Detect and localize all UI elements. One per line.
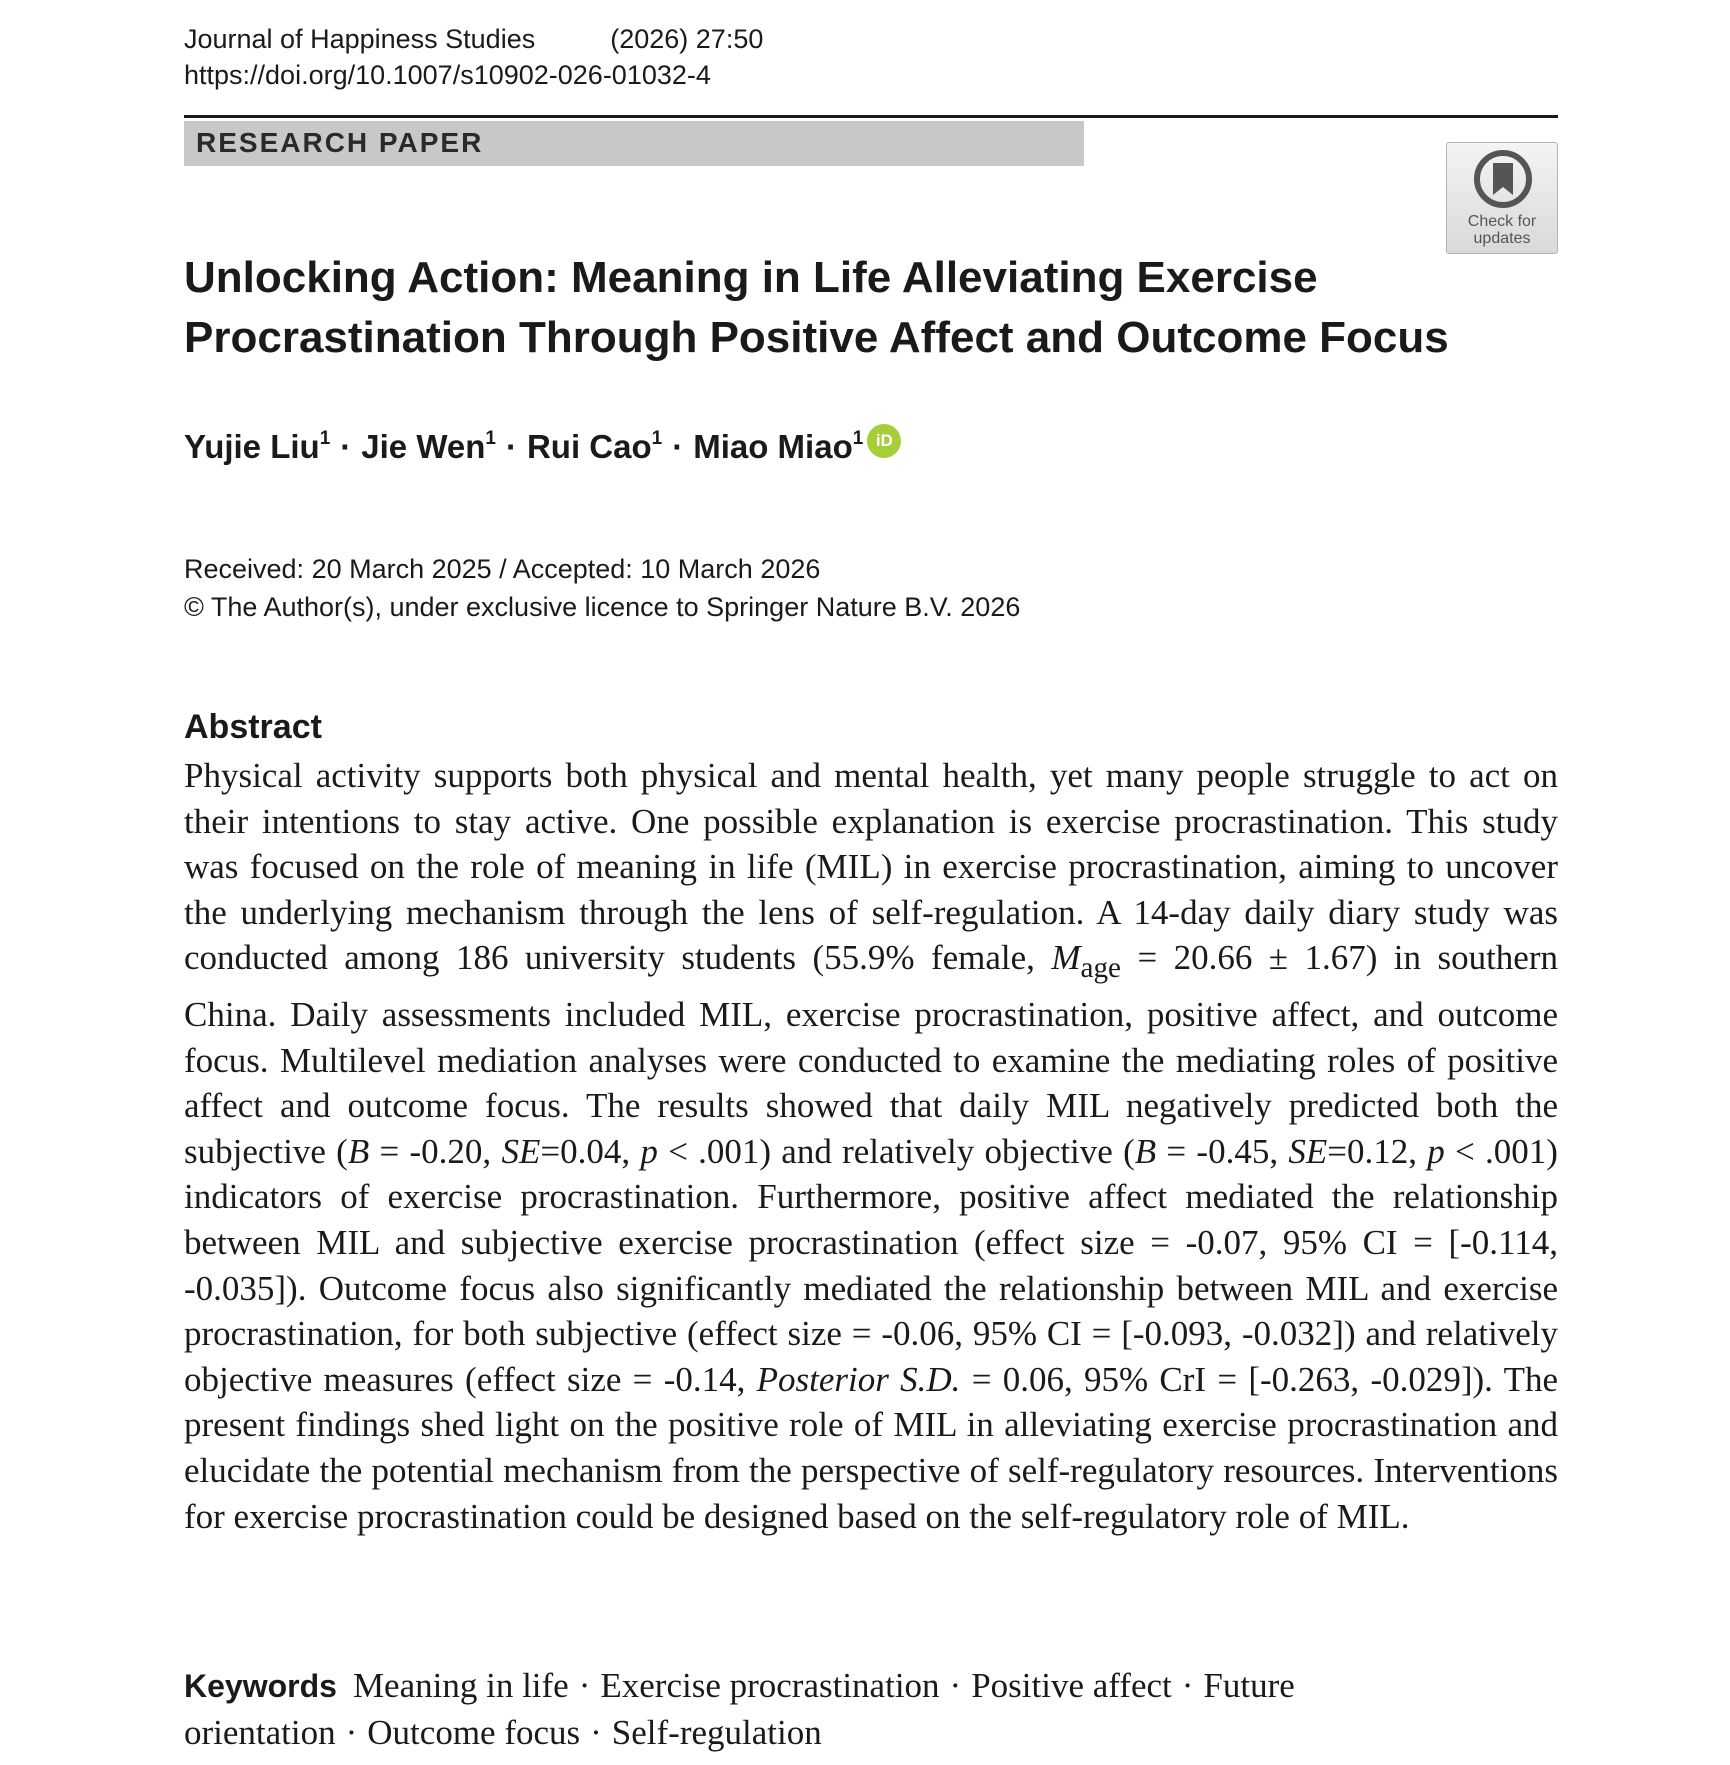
author-separator: ·	[672, 428, 684, 465]
keyword-separator: ·	[590, 1712, 602, 1752]
keyword: Outcome focus	[367, 1712, 581, 1752]
keyword-separator: ·	[578, 1666, 591, 1705]
journal-volume: (2026) 27:50	[610, 24, 764, 54]
header-rule	[184, 115, 1558, 118]
keyword: Meaning in life	[352, 1666, 569, 1705]
keyword-separator: ·	[1181, 1666, 1194, 1705]
section-bar	[184, 121, 1084, 166]
keyword: Future orientation	[184, 1666, 1295, 1752]
check-badge-line1: Check for	[1467, 213, 1537, 230]
abstract-heading: Abstract	[184, 708, 322, 746]
check-badge-line2: updates	[1473, 230, 1531, 247]
author-list	[184, 428, 901, 466]
received-accepted-dates: Received: 20 March 2025 / Accepted: 10 March 2026	[184, 554, 821, 584]
keyword: Exercise procrastination	[600, 1666, 940, 1705]
copyright-notice: © The Author(s), under exclusive licence to Springer Nature B.V. 2026	[184, 592, 1021, 622]
doi-link[interactable]: https://doi.org/10.1007/s10902-026-01032-4	[184, 60, 711, 90]
check-for-updates-button[interactable]	[1446, 142, 1558, 254]
author-name[interactable]: Miao Miao$^1$	[693, 428, 864, 465]
author-separator: ·	[505, 428, 517, 465]
keywords-label: Keywords	[184, 1668, 337, 1704]
abstract-body: Physical activity supports both physical and mental health, yet many people struggle to act on their intentions to stay active. One possible explanation is exercise procrastination. This study was focused on the role of meaning in life (MIL) in exercise procrastination, aiming to uncover the underlying mechanism through the lens of self-regulation. A 14-day daily diary study was conducted among 186 university students (55.9% female, $M_{age} = 20.66 \pm 1.67$) in southern China. Daily assessments included MIL, exercise procrastination, positive affect, and outcome focus. Multilevel mediation analyses were conducted to examine the mediating roles of positive affect and outcome focus. The results showed that daily MIL negatively predicted both the subjective (B = -0.20, SE=0.04, p < .001) and relatively objective (B = -0.45, SE=0.12, p < .001) indicators of exercise procrastination. Furthermore, positive affect mediated the relationship between MIL and subjective exercise procrastination (effect size = -0.07, 95% CI = [-0.114, -0.035]). Outcome focus also significantly mediated the relationship between MIL and exercise procrastination, for both subjective (effect size = -0.06, 95% CI = [-0.093, -0.032]) and relatively objective measures (effect size = -0.14, Posterior S.D. = 0.06, 95% CrI = [-0.263, -0.029]). The present findings shed light on the positive role of MIL in alleviating exercise procrastination and elucidate the potential mechanism from the perspective of self-regulatory resources. Interventions for exercise procrastination could be designed based on the self-regulatory role of MIL.	[184, 756, 1558, 1536]
keyword-separator: ·	[345, 1712, 358, 1752]
keyword-separator: ·	[949, 1666, 962, 1705]
journal-name: Journal of Happiness Studies	[184, 24, 536, 54]
author-name[interactable]: Yujie Liu$^1$	[184, 428, 331, 465]
bookmark-check-icon	[1473, 149, 1533, 209]
orcid-icon[interactable]: iD	[867, 424, 901, 458]
author-name[interactable]: Rui Cao$^1$	[526, 428, 663, 465]
author-name[interactable]: Jie Wen$^1$	[361, 428, 496, 465]
keywords-section	[184, 1663, 1424, 1755]
keyword: Positive affect	[971, 1666, 1172, 1705]
journal-header	[184, 22, 763, 56]
section-label: RESEARCH PAPER	[196, 127, 484, 158]
keyword: Self-regulation	[611, 1712, 822, 1752]
paper-title: Unlocking Action: Meaning in Life Alleviating Exercise Procrastination Through Positive Affect and Outcome Focus	[184, 253, 1449, 362]
author-separator: ·	[340, 428, 352, 465]
